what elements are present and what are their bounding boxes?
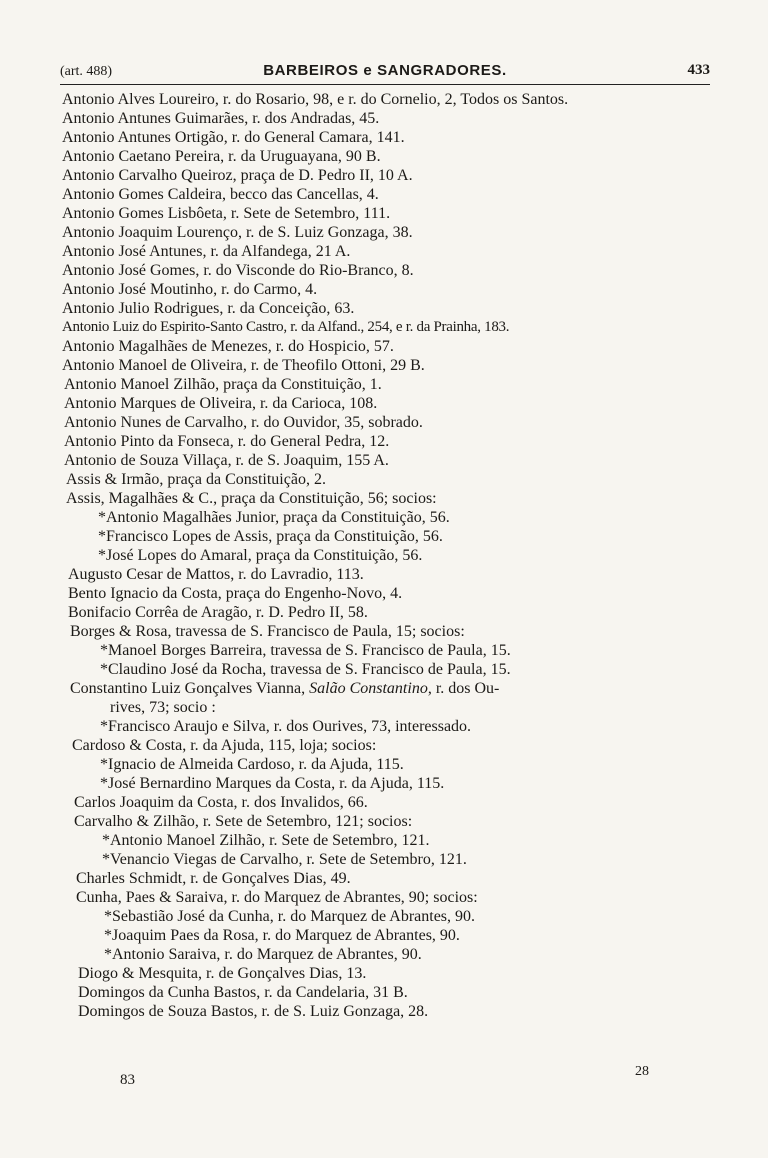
partner-entry: *Ignacio de Almeida Cardoso, r. da Ajuda, 115. xyxy=(100,756,404,773)
directory-entry: Antonio Gomes Caldeira, becco das Cancellas, 4. xyxy=(62,186,379,203)
directory-entry: Antonio Carvalho Queiroz, praça de D. Pedro II, 10 A. xyxy=(62,167,413,184)
sheet-number: 28 xyxy=(635,1064,649,1079)
directory-entry xyxy=(70,679,499,698)
partner-entry: *José Lopes do Amaral, praça da Constituição, 56. xyxy=(98,547,423,564)
entry-name: Constantino Luiz Gonçalves Vianna, xyxy=(70,680,306,697)
article-reference: (art. 488) xyxy=(60,64,113,79)
directory-entry: Antonio Gomes Lisbôeta, r. Sete de Setembro, 111. xyxy=(62,205,391,222)
directory-entry: Carlos Joaquim da Costa, r. dos Invalidos, 66. xyxy=(74,794,368,811)
directory-entry: Domingos de Souza Bastos, r. de S. Luiz Gonzaga, 28. xyxy=(78,1003,429,1020)
directory-entry: Assis, Magalhães & C., praça da Constituição, 56; socios: xyxy=(66,490,437,507)
partner-entry: *Antonio Magalhães Junior, praça da Constituição, 56. xyxy=(98,509,450,526)
page-title: BARBEIROS e SANGRADORES. xyxy=(263,62,507,79)
directory-entry: Antonio José Antunes, r. da Alfandega, 21 A. xyxy=(62,243,351,260)
running-header xyxy=(60,58,710,85)
directory-entry: Antonio Julio Rodrigues, r. da Conceição, 63. xyxy=(62,300,355,317)
directory-entry: Charles Schmidt, r. de Gonçalves Dias, 49. xyxy=(76,870,351,887)
salon-name: Salão Constantino xyxy=(309,680,428,697)
partner-entry: *Francisco Lopes de Assis, praça da Constituição, 56. xyxy=(98,528,443,545)
directory-entry: Antonio Pinto da Fonseca, r. do General Pedra, 12. xyxy=(64,433,390,450)
directory-entry: Antonio Joaquim Lourenço, r. de S. Luiz Gonzaga, 38. xyxy=(62,224,413,241)
entry-address: , r. dos Ou- xyxy=(427,680,500,697)
page-number: 433 xyxy=(687,62,710,78)
partner-entry: *Venancio Viegas de Carvalho, r. Sete de Setembro, 121. xyxy=(102,851,467,868)
directory-entry: Bento Ignacio da Costa, praça do Engenho-Novo, 4. xyxy=(68,585,403,602)
directory-entry: Antonio Nunes de Carvalho, r. do Ouvidor, 35, sobrado. xyxy=(64,414,423,431)
directory-entry: Antonio José Gomes, r. do Visconde do Rio-Branco, 8. xyxy=(62,262,414,279)
directory-entry: Carvalho & Zilhão, r. Sete de Setembro, 121; socios: xyxy=(74,813,413,830)
directory-entry: Antonio José Moutinho, r. do Carmo, 4. xyxy=(62,281,318,298)
directory-entry: Antonio Manoel de Oliveira, r. de Theofilo Ottoni, 29 B. xyxy=(62,357,425,374)
directory-entry: Antonio Antunes Ortigão, r. do General Camara, 141. xyxy=(62,129,405,146)
partner-entry: *Francisco Araujo e Silva, r. dos Ourives, 73, interessado. xyxy=(100,718,472,735)
partner-entry: *Sebastião José da Cunha, r. do Marquez de Abrantes, 90. xyxy=(104,908,476,925)
partner-entry: *Claudino José da Rocha, travessa de S. Francisco de Paula, 15. xyxy=(100,661,511,678)
partner-entry: *Joaquim Paes da Rosa, r. do Marquez de Abrantes, 90. xyxy=(104,927,460,944)
directory-entry: Assis & Irmão, praça da Constituição, 2. xyxy=(66,471,326,488)
directory-entry: Antonio Alves Loureiro, r. do Rosario, 98, e r. do Cornelio, 2, Todos os Santos. xyxy=(62,91,569,108)
directory-entry: Antonio Magalhães de Menezes, r. do Hospicio, 57. xyxy=(62,338,394,355)
directory-entry: Borges & Rosa, travessa de S. Francisco de Paula, 15; socios: xyxy=(70,623,465,640)
directory-entry: Diogo & Mesquita, r. de Gonçalves Dias, 13. xyxy=(78,965,367,982)
directory-entry: Bonifacio Corrêa de Aragão, r. D. Pedro II, 58. xyxy=(68,604,368,621)
entry-continuation: rives, 73; socio : xyxy=(110,699,216,716)
directory-entry: Antonio Antunes Guimarães, r. dos Andradas, 45. xyxy=(62,110,380,127)
directory-entry: Antonio Caetano Pereira, r. da Uruguayana, 90 B. xyxy=(62,148,381,165)
directory-entry: Antonio Marques de Oliveira, r. da Carioca, 108. xyxy=(64,395,378,412)
directory-entry: Antonio de Souza Villaça, r. de S. Joaquim, 155 A. xyxy=(64,452,389,469)
directory-entry: Cardoso & Costa, r. da Ajuda, 115, loja; socios: xyxy=(72,737,377,754)
partner-entry: *Manoel Borges Barreira, travessa de S. Francisco de Paula, 15. xyxy=(100,642,511,659)
directory-entry: Antonio Luiz do Espirito-Santo Castro, r. da Alfand., 254, e r. da Prainha, 183. xyxy=(62,319,510,335)
signature-mark: 83 xyxy=(120,1072,135,1088)
partner-entry: *Antonio Manoel Zilhão, r. Sete de Setembro, 121. xyxy=(102,832,430,849)
partner-entry: *José Bernardino Marques da Costa, r. da Ajuda, 115. xyxy=(100,775,445,792)
directory-entry: Cunha, Paes & Saraiva, r. do Marquez de Abrantes, 90; socios: xyxy=(76,889,478,906)
directory-entry: Domingos da Cunha Bastos, r. da Candelaria, 31 B. xyxy=(78,984,408,1001)
directory-entry: Antonio Manoel Zilhão, praça da Constituição, 1. xyxy=(64,376,382,393)
partner-entry: *Antonio Saraiva, r. do Marquez de Abrantes, 90. xyxy=(104,946,422,963)
directory-entry: Augusto Cesar de Mattos, r. do Lavradio, 113. xyxy=(68,566,364,583)
